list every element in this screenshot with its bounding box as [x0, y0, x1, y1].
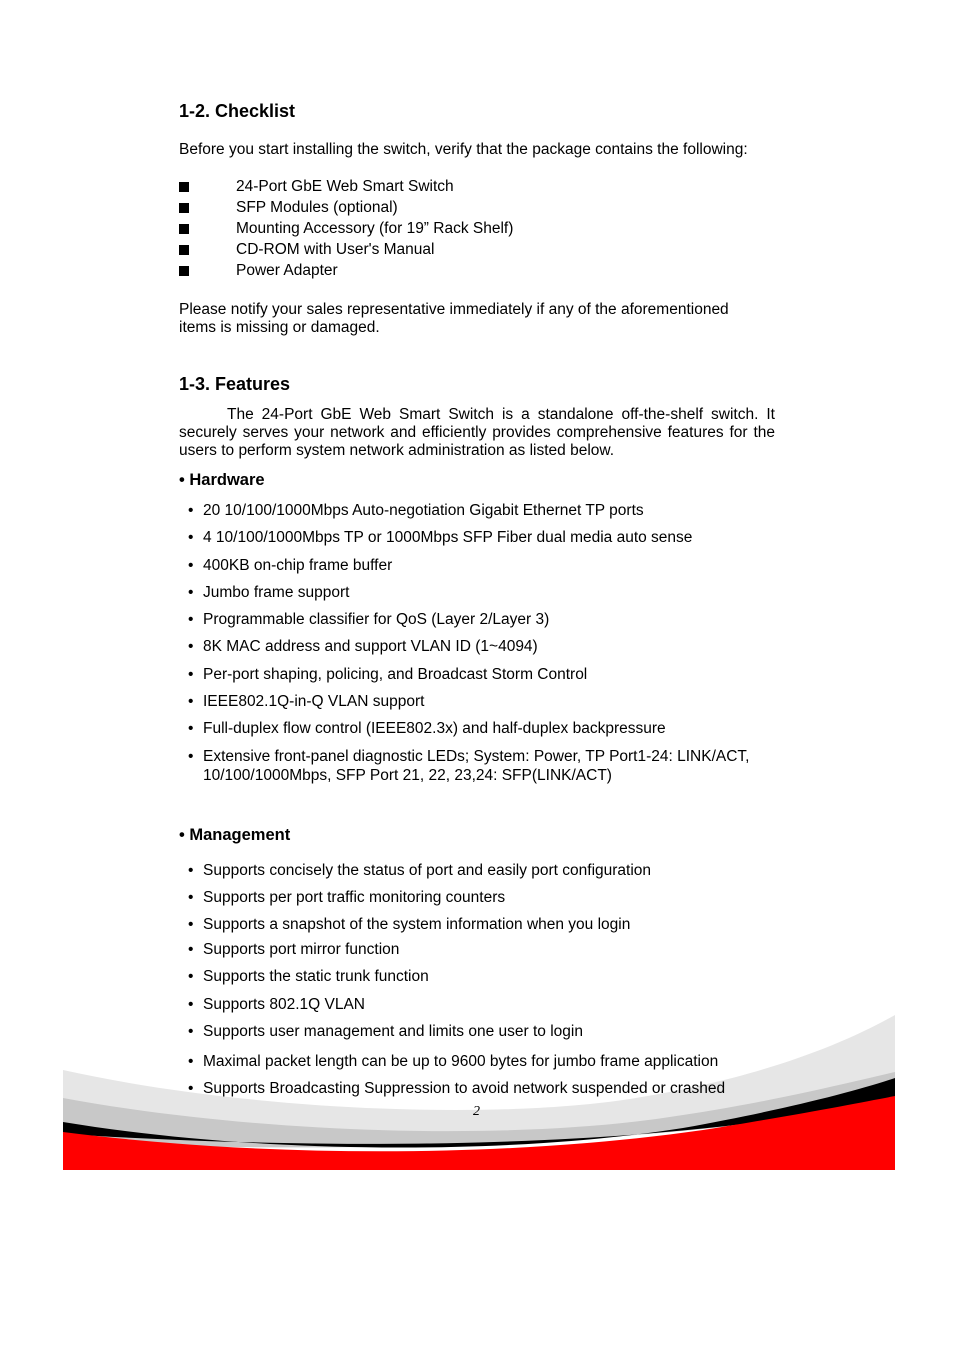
square-bullet-icon [179, 245, 189, 255]
hardware-heading: • Hardware [179, 471, 265, 489]
features-intro: The 24-Port GbE Web Smart Switch is a standalone off-the-shelf switch. It securely serves your network and efficiently provides comprehensive features for the users to perform system network administration as listed below. [179, 406, 775, 459]
checklist-notice-line-2: items is missing or damaged. [179, 319, 380, 336]
features-heading: 1-3. Features [179, 374, 291, 394]
checklist-intro: Before you start installing the switch, verify that the package contains the following: [179, 141, 748, 158]
square-bullet-icon [179, 182, 189, 192]
square-bullet-icon [179, 224, 189, 234]
management-heading: • Management [179, 826, 291, 844]
checklist-heading: 1-2. Checklist [179, 101, 296, 121]
checklist-notice-line-1: Please notify your sales representative immediately if any of the aforementioned [179, 301, 729, 318]
page-number: 2 [473, 1104, 480, 1119]
square-bullet-icon [179, 203, 189, 213]
square-bullet-icon [179, 266, 189, 276]
